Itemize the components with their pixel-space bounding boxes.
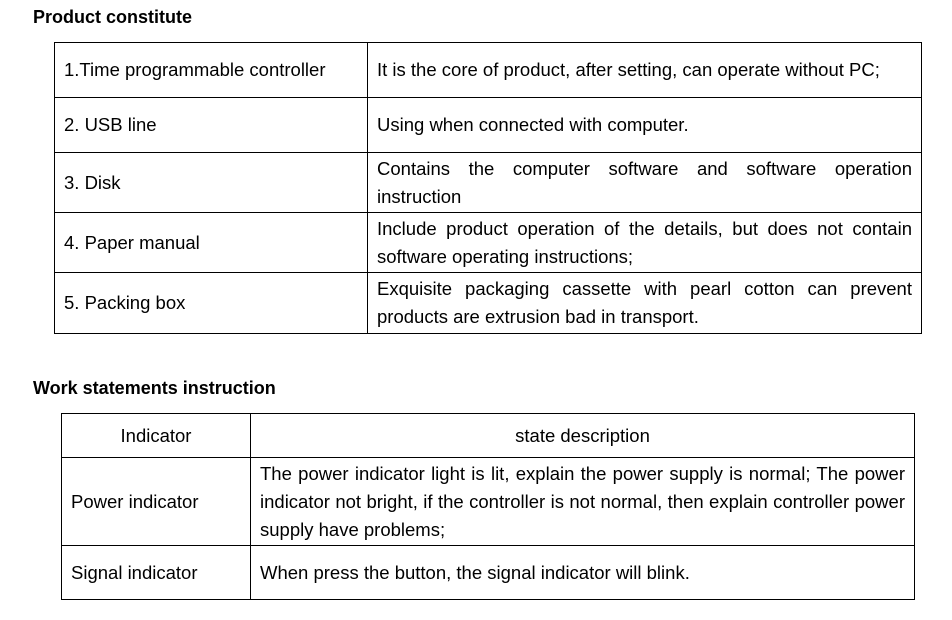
product-item-cell: 5. Packing box bbox=[55, 273, 368, 334]
table-row bbox=[55, 273, 922, 334]
table-header-row bbox=[62, 414, 915, 458]
product-description-cell: Contains the computer software and software operation instruction bbox=[368, 153, 922, 213]
product-item-cell: 3. Disk bbox=[55, 153, 368, 213]
product-description-cell: Using when connected with computer. bbox=[368, 98, 922, 153]
product-description-cell: Exquisite packaging cassette with pearl cotton can prevent products are extrusion bad in transport. bbox=[368, 273, 922, 334]
indicator-name-cell: Power indicator bbox=[62, 458, 251, 546]
product-description-cell: It is the core of product, after setting, can operate without PC; bbox=[368, 43, 922, 98]
product-constitute-heading: Product constitute bbox=[33, 7, 193, 27]
indicator-description-cell: The power indicator light is lit, explain the power supply is normal; The power indicator not bright, if the controller is not normal, then explain controller power supply have problems; bbox=[251, 458, 915, 546]
table-row bbox=[55, 98, 922, 153]
product-description-cell: Include product operation of the details, but does not contain software operating instructions; bbox=[368, 213, 922, 273]
product-item-cell: 1.Time programmable controller bbox=[55, 43, 368, 98]
table-row bbox=[55, 43, 922, 98]
product-constitute-table bbox=[54, 42, 922, 334]
indicator-column-header: Indicator bbox=[62, 414, 251, 458]
table-row bbox=[55, 213, 922, 273]
indicator-name-cell: Signal indicator bbox=[62, 546, 251, 600]
table-row bbox=[62, 546, 915, 600]
state-description-column-header: state description bbox=[251, 414, 915, 458]
work-statements-table bbox=[61, 413, 915, 600]
work-statements-heading: Work statements instruction bbox=[33, 378, 276, 398]
table-row bbox=[55, 153, 922, 213]
table-row bbox=[62, 458, 915, 546]
indicator-description-cell: When press the button, the signal indicator will blink. bbox=[251, 546, 915, 600]
product-item-cell: 4. Paper manual bbox=[55, 213, 368, 273]
product-item-cell: 2. USB line bbox=[55, 98, 368, 153]
